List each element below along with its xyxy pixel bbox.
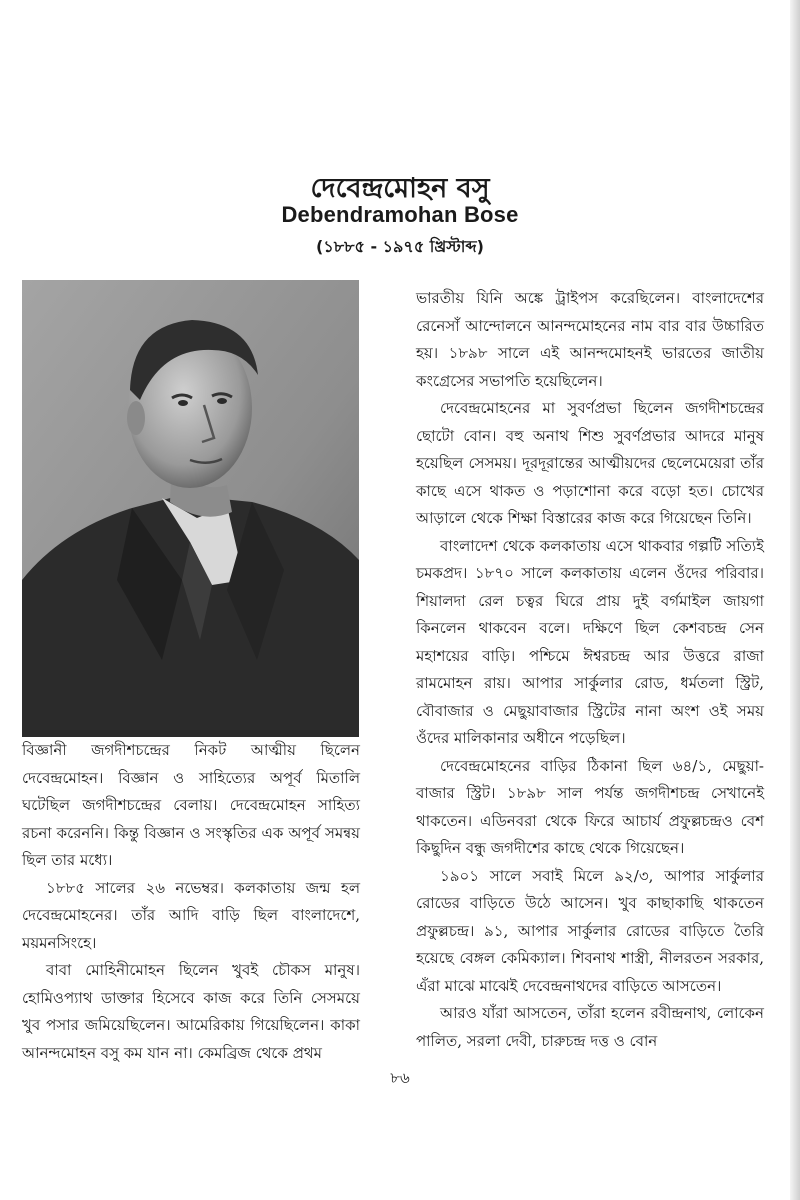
paragraph: বাংলাদেশ থেকে কলকাতায় এসে থাকবার গল্পটি সত্যিই চমকপ্রদ। ১৮৭০ সালে কলকাতায় এলেন ওঁদের পরিবার। শিয়ালদা রেল চত্বর ঘিরে প্রায় দুই বর্গমাইল জায়গা কিনলেন থাকবেন বলে। দক্ষিণে ছিল কেশবচন্দ্র সেন মহাশয়ের বাড়ি। পশ্চিমে ঈশ্বরচন্দ্র আর উত্তরে রাজা রামমোহন রায়। আপার সার্কুলার রোড, ধর্মতলা স্ট্রিট, বৌবাজার ও মেছুয়াবাজার স্ট্রিটের নানা অংশ ওই সময় ওঁদের মালিকানার অধীনে পড়েছিল। (416, 536, 764, 747)
left-text-column (22, 737, 360, 1067)
paragraph: ১৮৮৫ সালের ২৬ নভেম্বর। কলকাতায় জন্ম হল দেবেন্দ্রমোহনের। তাঁর আদি বাড়ি ছিল বাংলাদেশে, ময়মনসিংহে। (22, 878, 360, 952)
page-title-english: Debendramohan Bose (281, 202, 519, 227)
paragraph: ভারতীয় যিনি অঙ্কে ট্রাইপস করেছিলেন। বাংলাদেশের রেনেসাঁ আন্দোলনে আনন্দমোহনের নাম বার বার উচ্চারিত হয়। ১৮৯৮ সালে এই আনন্দমোহনই ভারতের জাতীয় কংগ্রেসের সভাপতি হয়েছিলেন। (416, 289, 764, 390)
paragraph: আরও যাঁরা আসতেন, তাঁরা হলেন রবীন্দ্রনাথ, লোকেন পালিত, সরলা দেবী, চারুচন্দ্র দত্ত ও বোন (416, 1004, 764, 1050)
paragraph: দেবেন্দ্রমোহনের বাড়ির ঠিকানা ছিল ৬৪/১, মেছুয়া-বাজার স্ট্রিট। ১৮৯৮ সাল পর্যন্ত জগদীশচন্দ্র সেখানেই থাকতেন। এডিনবরা থেকে ফিরে আচার্য প্রফুল্লচন্দ্রও বেশ কিছুদিন বন্ধু জগদীশের কাছে থেকে গিয়েছেন। (416, 756, 764, 857)
portrait-photo (22, 280, 359, 737)
paragraph: বাবা মোহিনীমোহন ছিলেন খুবই চৌকস মানুষ। হোমিওপ্যাথ ডাক্তার হিসেবে কাজ করে তিনি সেসময়ে খুব পসার জমিয়েছিলেন। আমেরিকায় গিয়েছিলেন। কাকা আনন্দমোহন বসু কম যান না। কেমব্রিজ থেকে প্রথম (22, 961, 360, 1062)
page-title-bengali: দেবেন্দ্রমোহন বসু (310, 173, 490, 204)
paragraph: দেবেন্দ্রমোহনের মা সুবর্ণপ্রভা ছিলেন জগদীশচন্দ্রের ছোটো বোন। বহু অনাথ শিশু সুবর্ণপ্রভার আদরে মানুষ হয়েছিল সেসময়। দূরদূরান্তের আত্মীয়দের ছেলেমেয়েরা তাঁর কাছে এসে থাকত ও পড়াশোনা করে বড়ো হত। চোখের আড়ালে থেকে শিক্ষা বিস্তারের কাজ করে গিয়েছেন তিনি। (416, 399, 764, 527)
paragraph: বিজ্ঞানী জগদীশচন্দ্রের নিকট আত্মীয় ছিলেন দেবেন্দ্রমোহন। বিজ্ঞান ও সাহিত্যের অপূর্ব মিতালি ঘটেছিল জগদীশচন্দ্রের বেলায়। দেবেন্দ্রমোহন সাহিত্য রচনা করেননি। কিন্তু বিজ্ঞান ও সংস্কৃতির এক অপূর্ব সমন্বয় ছিল তার মধ্যে। (22, 741, 360, 869)
lifespan-years: (১৮৮৫ - ১৯৭৫ খ্রিস্টাব্দ) (316, 237, 484, 256)
paragraph: ১৯০১ সালে সবাই মিলে ৯২/৩, আপার সার্কুলার রোডের বাড়িতে উঠে আসেন। খুব কাছাকাছি থাকতেন প্রফুল্লচন্দ্র। ৯১, আপার সার্কুলার রোডের বাড়িতে তৈরি হয়েছে বেঙ্গল কেমিক্যাল। শিবনাথ শাস্ত্রী, নীলরতন সরকার, এঁরা মাঝে মাঝেই দেবেন্দ্রনাথদের বাড়িতে আসতেন। (416, 866, 764, 995)
page-number: ৮৬ (390, 1069, 410, 1087)
right-text-column (416, 285, 764, 1055)
